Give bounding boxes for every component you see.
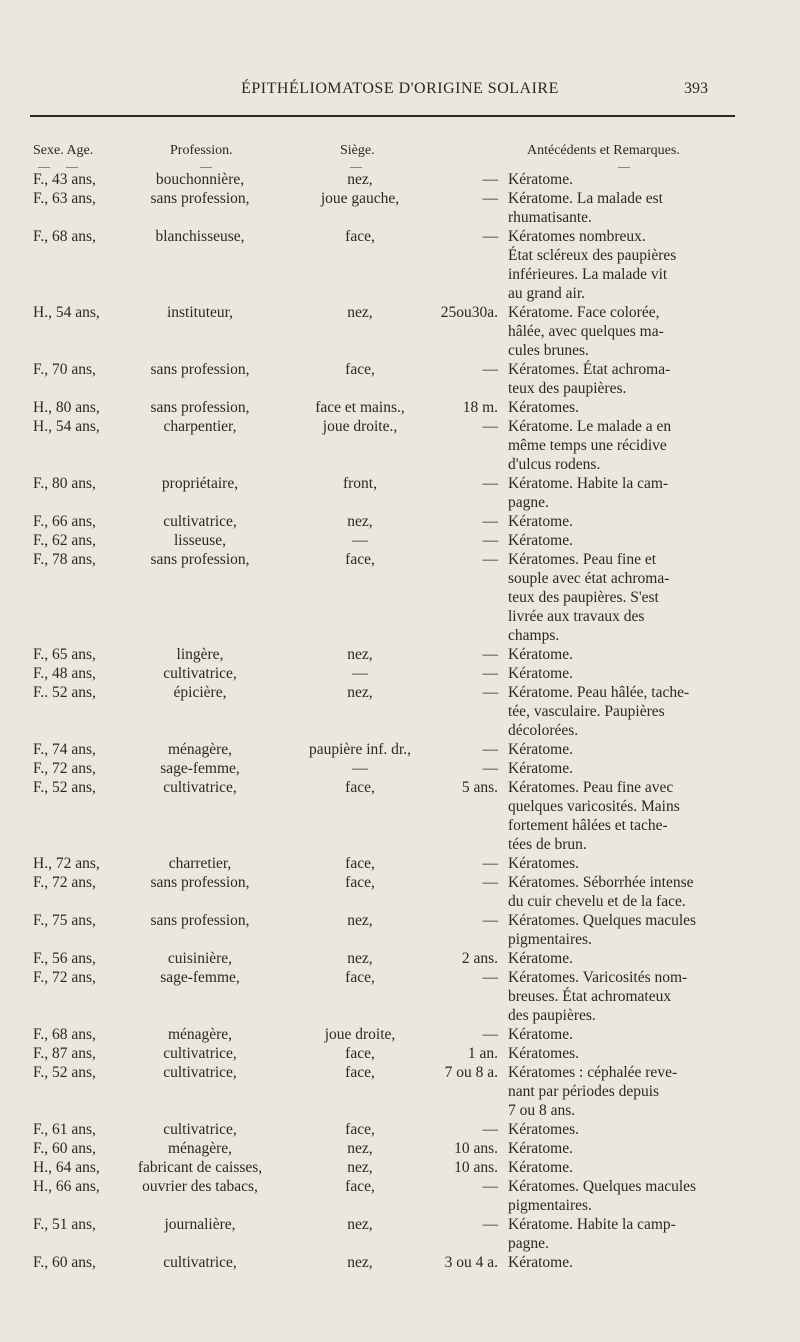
sexe-age-cell: F., 61 ans, — [33, 1121, 96, 1138]
profession-cell: lisseuse, — [173, 532, 227, 549]
col-dash: — — [350, 159, 362, 173]
profession-cell: cultivatrice, — [163, 779, 237, 796]
remarks-cell: Kératomes. Séborrhée intense du cuir chevelu et de la face. — [508, 874, 694, 910]
sexe-age-cell: H., 64 ans, — [33, 1159, 100, 1176]
duration-cell: 3 ou 4 a. — [444, 1254, 498, 1271]
remarks-cell: Kératome. — [508, 532, 573, 549]
sexe-age-cell: F.. 52 ans, — [33, 684, 96, 701]
profession-cell: épicière, — [173, 684, 227, 701]
profession-cell: instituteur, — [166, 304, 234, 321]
duration-cell: 1 an. — [467, 1045, 498, 1062]
profession-cell: charpentier, — [163, 418, 237, 435]
remarks-cell: Kératome. — [508, 1026, 573, 1043]
duration-cell: — — [482, 1216, 498, 1233]
profession-cell: propriétaire, — [161, 475, 239, 492]
remarks-cell: Kératomes. Varicosités nom- breuses. État achromateux des paupières. — [508, 969, 688, 1024]
sexe-age-cell: F., 65 ans, — [33, 646, 96, 663]
sexe-age-cell: F., 43 ans, — [33, 171, 96, 188]
siege-cell: nez, — [347, 646, 373, 663]
sexe-age-cell: H., 80 ans, — [33, 399, 100, 416]
siege-cell: nez, — [347, 513, 373, 530]
sexe-age-cell: F., 66 ans, — [33, 513, 96, 530]
table-row — [0, 873, 800, 911]
sexe-age-cell: H., 54 ans, — [33, 304, 100, 321]
table-row — [0, 911, 800, 949]
duration-cell: 10 ans. — [454, 1159, 498, 1176]
table-row — [0, 683, 800, 740]
remarks-cell: Kératome. Face colorée, hâlée, avec quelques ma- cules brunes. — [508, 304, 664, 359]
duration-cell: — — [482, 1121, 498, 1138]
col-head-remarques: Antécédents et Remarques. — [527, 143, 680, 158]
sexe-age-cell: H., 66 ans, — [33, 1178, 100, 1195]
siege-cell: nez, — [347, 950, 373, 967]
siege-cell: front, — [342, 475, 377, 492]
remarks-cell: Kératome. La malade est rhumatisante. — [508, 190, 663, 226]
siege-cell: nez, — [347, 1140, 373, 1157]
table-row — [0, 227, 800, 303]
duration-cell: — — [482, 760, 498, 777]
profession-cell: charretier, — [168, 855, 232, 872]
remarks-cell: Kératome. — [508, 665, 573, 682]
table-row — [0, 417, 800, 474]
profession-cell: cuisinière, — [167, 950, 233, 967]
table-row — [0, 1025, 800, 1044]
profession-cell: sans profession, — [150, 190, 250, 207]
sexe-age-cell: F., 52 ans, — [33, 1064, 96, 1081]
profession-cell: cultivatrice, — [163, 1254, 237, 1271]
siege-cell: face, — [345, 228, 375, 245]
profession-cell: ouvrier des tabacs, — [142, 1178, 258, 1195]
table-row — [0, 1177, 800, 1215]
duration-cell: — — [482, 874, 498, 891]
sexe-age-cell: F., 70 ans, — [33, 361, 96, 378]
siege-cell: nez, — [347, 171, 373, 188]
table-row — [0, 949, 800, 968]
siege-cell: face, — [345, 551, 375, 568]
table-row — [0, 512, 800, 531]
table-row — [0, 550, 800, 645]
table-row — [0, 474, 800, 512]
remarks-cell: Kératomes. — [508, 1121, 580, 1138]
col-head-siege: Siège. — [340, 143, 375, 158]
table-row — [0, 645, 800, 664]
remarks-cell: Kératomes. Peau fine et souple avec état achroma- teux des paupières. S'est livrée aux travaux des champs. — [508, 551, 670, 644]
duration-cell: 5 ans. — [461, 779, 498, 796]
table-row — [0, 398, 800, 417]
siege-cell: face, — [345, 969, 375, 986]
remarks-cell: Kératomes. Quelques macules pigmentaires. — [508, 912, 697, 948]
duration-cell: — — [482, 532, 498, 549]
sexe-age-cell: F., 48 ans, — [33, 665, 96, 682]
siege-cell: nez, — [347, 684, 373, 701]
duration-cell: 25ou30a. — [440, 304, 498, 321]
duration-cell: — — [482, 513, 498, 530]
sexe-age-cell: F., 51 ans, — [33, 1216, 96, 1233]
table-row — [0, 170, 800, 189]
profession-cell: journalière, — [164, 1216, 236, 1233]
duration-cell: — — [482, 646, 498, 663]
siege-cell: paupière inf. dr., — [308, 741, 411, 758]
profession-cell: blanchisseuse, — [155, 228, 245, 245]
table-row — [0, 740, 800, 759]
remarks-cell: Kératome. Habite la cam- pagne. — [508, 475, 669, 511]
remarks-cell: Kératomes. État achroma- teux des paupières. — [508, 361, 671, 397]
sexe-age-cell: F., 80 ans, — [33, 475, 96, 492]
sexe-age-cell: H., 54 ans, — [33, 418, 100, 435]
remarks-cell: Kératome. — [508, 760, 573, 777]
duration-cell: — — [482, 1178, 498, 1195]
remarks-cell: Kératomes nombreux. État scléreux des paupières inférieures. La malade vit au grand air. — [508, 228, 677, 302]
profession-cell: cultivatrice, — [163, 1045, 237, 1062]
profession-cell: cultivatrice, — [163, 665, 237, 682]
profession-cell: ménagère, — [167, 741, 233, 758]
profession-cell: sans profession, — [150, 874, 250, 891]
profession-cell: sans profession, — [150, 399, 250, 416]
sexe-age-cell: F., 52 ans, — [33, 779, 96, 796]
col-dash: — — [38, 159, 50, 173]
siege-cell: — — [352, 760, 368, 777]
duration-cell: — — [482, 969, 498, 986]
profession-cell: fabricant de caisses, — [137, 1159, 263, 1176]
profession-cell: sans profession, — [150, 361, 250, 378]
duration-cell: — — [482, 741, 498, 758]
profession-cell: sans profession, — [150, 912, 250, 929]
sexe-age-cell: H., 72 ans, — [33, 855, 100, 872]
sexe-age-cell: F., 78 ans, — [33, 551, 96, 568]
col-dash: — — [66, 159, 78, 173]
siege-cell: nez, — [347, 912, 373, 929]
siege-cell: face, — [345, 874, 375, 891]
page-number: 393 — [684, 80, 708, 97]
duration-cell: — — [482, 912, 498, 929]
profession-cell: ménagère, — [167, 1140, 233, 1157]
siege-cell: face, — [345, 1045, 375, 1062]
sexe-age-cell: F., 62 ans, — [33, 532, 96, 549]
profession-cell: bouchonnière, — [155, 171, 245, 188]
remarks-cell: Kératomes. — [508, 1045, 580, 1062]
remarks-cell: Kératome. — [508, 171, 573, 188]
remarks-cell: Kératome. — [508, 950, 573, 967]
siege-cell: joue droite, — [324, 1026, 396, 1043]
profession-cell: lingère, — [176, 646, 224, 663]
siege-cell: nez, — [347, 1159, 373, 1176]
duration-cell: 7 ou 8 a. — [444, 1064, 498, 1081]
profession-cell: sage-femme, — [160, 760, 240, 777]
duration-cell: — — [482, 551, 498, 568]
table-row — [0, 778, 800, 854]
remarks-cell: Kératome. Le malade a en même temps une récidive d'ulcus rodens. — [508, 418, 672, 473]
duration-cell: — — [482, 171, 498, 188]
col-head-profession: Profession. — [170, 143, 233, 158]
table-row — [0, 854, 800, 873]
sexe-age-cell: F., 75 ans, — [33, 912, 96, 929]
remarks-cell: Kératome. — [508, 1159, 573, 1176]
sexe-age-cell: F., 72 ans, — [33, 874, 96, 891]
table-row — [0, 360, 800, 398]
sexe-age-cell: F., 60 ans, — [33, 1140, 96, 1157]
duration-cell: — — [482, 190, 498, 207]
siege-cell: face, — [345, 1178, 375, 1195]
header-rule — [30, 115, 735, 117]
remarks-cell: Kératome. — [508, 1254, 573, 1271]
table-row — [0, 1063, 800, 1120]
siege-cell: joue droite., — [322, 418, 398, 435]
sexe-age-cell: F., 63 ans, — [33, 190, 96, 207]
profession-cell: sage-femme, — [160, 969, 240, 986]
siege-cell: nez, — [347, 304, 373, 321]
remarks-cell: Kératome. Peau hâlée, tache- tée, vasculaire. Paupières décolorées. — [508, 684, 690, 739]
siege-cell: face, — [345, 361, 375, 378]
sexe-age-cell: F., 72 ans, — [33, 760, 96, 777]
profession-cell: cultivatrice, — [163, 1121, 237, 1138]
siege-cell: nez, — [347, 1254, 373, 1271]
remarks-cell: Kératome. — [508, 513, 573, 530]
table-row — [0, 303, 800, 360]
duration-cell: — — [482, 475, 498, 492]
remarks-cell: Kératome. — [508, 1140, 573, 1157]
table-row — [0, 1215, 800, 1253]
siege-cell: joue gauche, — [320, 190, 400, 207]
duration-cell: — — [482, 855, 498, 872]
profession-cell: cultivatrice, — [163, 1064, 237, 1081]
column-headers — [0, 143, 800, 173]
duration-cell: — — [482, 684, 498, 701]
remarks-cell: Kératome. Habite la camp- pagne. — [508, 1216, 676, 1252]
sexe-age-cell: F., 56 ans, — [33, 950, 96, 967]
sexe-age-cell: F., 68 ans, — [33, 1026, 96, 1043]
duration-cell: 10 ans. — [454, 1140, 498, 1157]
siege-cell: — — [352, 532, 368, 549]
siege-cell: face, — [345, 1064, 375, 1081]
remarks-cell: Kératomes. — [508, 855, 580, 872]
profession-cell: ménagère, — [167, 1026, 233, 1043]
col-dash: — — [618, 159, 630, 173]
duration-cell: — — [482, 665, 498, 682]
siege-cell: nez, — [347, 1216, 373, 1233]
sexe-age-cell: F., 68 ans, — [33, 228, 96, 245]
table-row — [0, 759, 800, 778]
remarks-cell: Kératomes. Peau fine avec quelques varicosités. Mains fortement hâlées et tache- tées de brun. — [508, 779, 680, 853]
siege-cell: — — [352, 665, 368, 682]
table-row — [0, 189, 800, 227]
remarks-cell: Kératome. — [508, 646, 573, 663]
col-head-sexe-age: Sexe. Age. — [33, 143, 94, 158]
table-row — [0, 968, 800, 1025]
table-row — [0, 1253, 800, 1272]
table-row — [0, 531, 800, 550]
siege-cell: face, — [345, 1121, 375, 1138]
duration-cell: — — [482, 361, 498, 378]
duration-cell: 18 m. — [462, 399, 498, 416]
table-row — [0, 1139, 800, 1158]
sexe-age-cell: F., 74 ans, — [33, 741, 96, 758]
running-head: ÉPITHÉLIOMATOSE D'ORIGINE SOLAIRE — [241, 80, 559, 97]
sexe-age-cell: F., 60 ans, — [33, 1254, 96, 1271]
remarks-cell: Kératome. — [508, 741, 573, 758]
siege-cell: face, — [345, 779, 375, 796]
remarks-cell: Kératomes. — [508, 399, 580, 416]
siege-cell: face, — [345, 855, 375, 872]
table-row — [0, 1044, 800, 1063]
sexe-age-cell: F., 87 ans, — [33, 1045, 96, 1062]
duration-cell: 2 ans. — [461, 950, 498, 967]
profession-cell: cultivatrice, — [163, 513, 237, 530]
duration-cell: — — [482, 228, 498, 245]
table-row — [0, 1120, 800, 1139]
siege-cell: face et mains., — [315, 399, 405, 416]
remarks-cell: Kératomes : céphalée reve- nant par périodes depuis 7 ou 8 ans. — [508, 1064, 678, 1119]
col-dash: — — [200, 159, 212, 173]
table-row — [0, 1158, 800, 1177]
case-table — [0, 170, 800, 1272]
sexe-age-cell: F., 72 ans, — [33, 969, 96, 986]
duration-cell: — — [482, 1026, 498, 1043]
table-row — [0, 664, 800, 683]
profession-cell: sans profession, — [150, 551, 250, 568]
remarks-cell: Kératomes. Quelques macules pigmentaires. — [508, 1178, 697, 1214]
duration-cell: — — [482, 418, 498, 435]
